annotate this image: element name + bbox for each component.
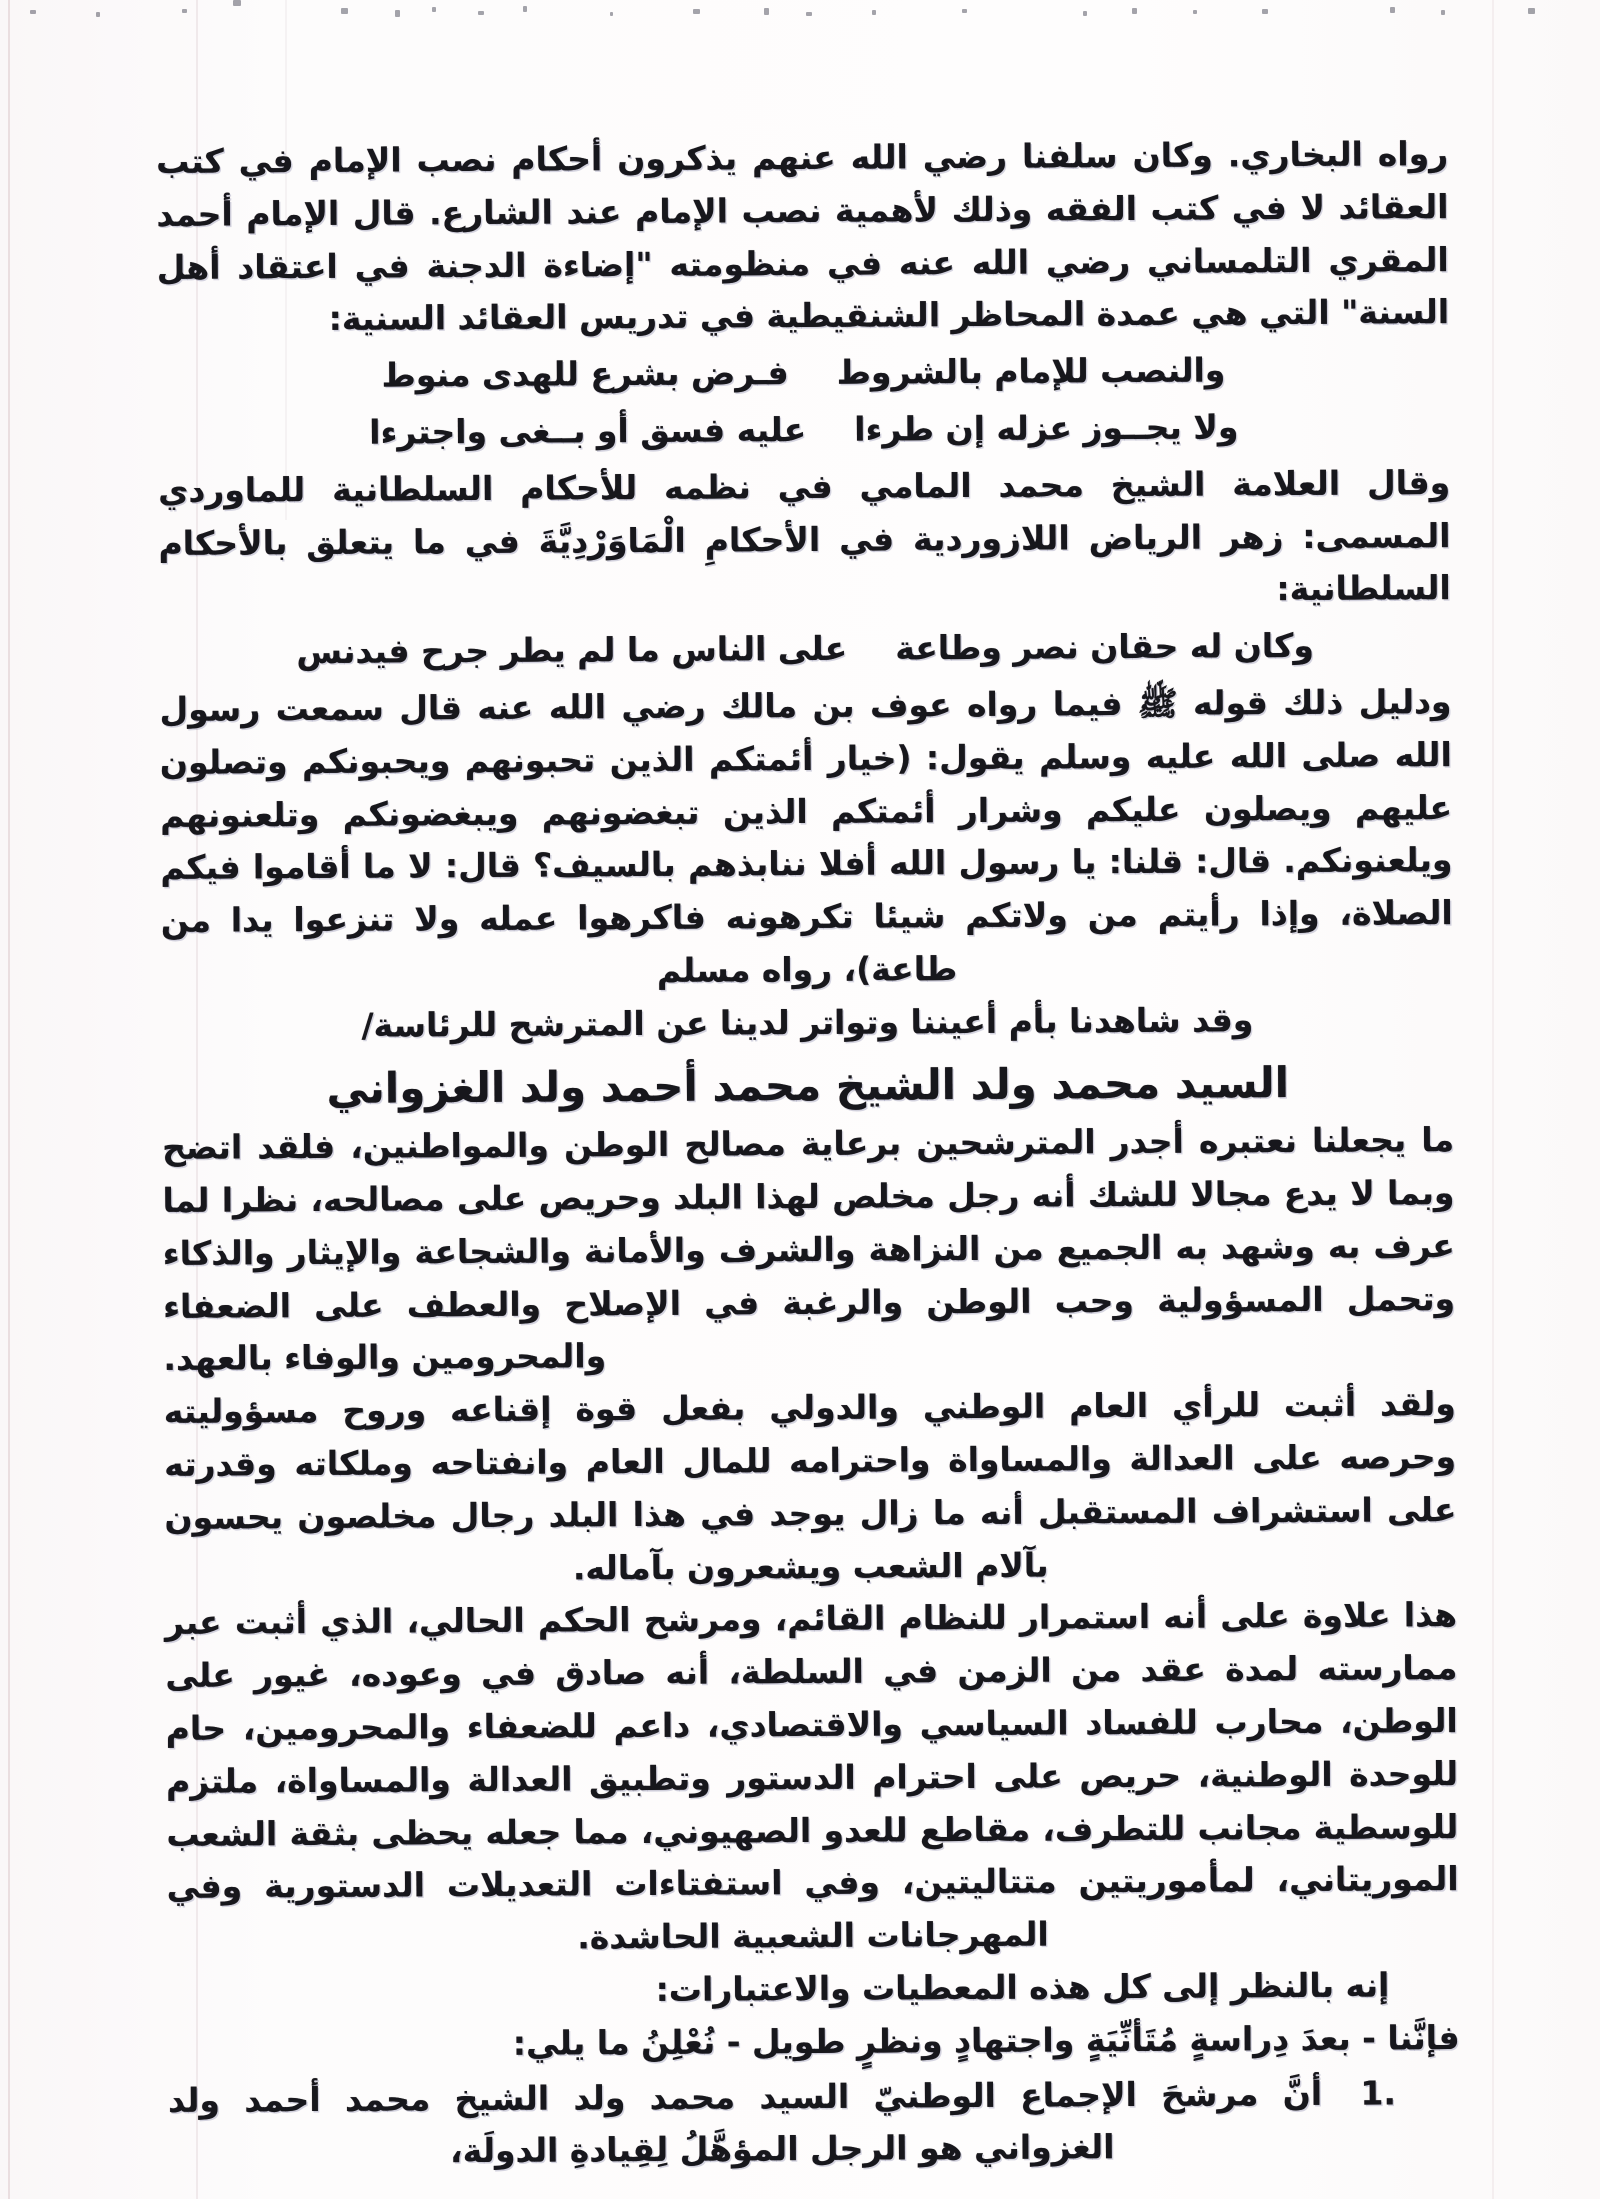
paragraph-intro-imamate: رواه البخاري. وكان سلفنا رضي الله عنهم يذكرون أحكام نصب الإمام في كتب العقائد لا في كتب الفقه وذلك لأهمية نصب الإمام عند الشارع. قال الإمام أحمد المقري التلمساني رضي الله عنه في منظومته "إضاءة الدجنة في اعتقاد أهل السنة" التي هي عمدة المحاظر الشنقيطية في تدريس العقائد السنية: — [156, 134, 1450, 339]
poetry-verse — [158, 400, 1450, 461]
document-body — [156, 128, 1460, 2180]
candidate-name-heading: السيد محمد ولد الشيخ محمد أحمد ولد الغزواني — [326, 1057, 1290, 1113]
item-text: أنَّ مرشحَ الإجماع الوطنيّ السيد محمد ولد الشيخ محمد أحمد ولد الغزواني هو الرجل المؤهَّلُ لِقِيادةِ الدولَة، — [167, 2073, 1323, 2171]
paragraph-candidate-qualities: ما يجعلنا نعتبره أجدر المترشحين برعاية مصالح الوطن والمواطنين، فلقد اتضح وبما لا يدع مجالا للشك أنه رجل مخلص لهذا البلد وحريص على مصالحه، نظرا لما عرف به وشهد به الجميع من النزاهة والشرف والأمانة والشجاعة والإيثار والذكاء وتحمل المسؤولية وحب الوطن والرغبة في الإصلاح والعطف على الضعفاء والمحرومين والوفاء بالعهد. — [162, 1120, 1456, 1379]
poetry-verse — [159, 619, 1451, 680]
poetry-verse — [157, 343, 1449, 404]
paragraph-public-opinion: ولقد أثبت للرأي العام الوطني والدولي بفعل قوة إقناعه وروح مسؤوليته وحرصه على العدالة والمساواة واحترامه للمال العام وانفتاحه وملكاته وقدرته على استشراف المستقبل أنه ما زال يوجد في هذا البلد رجال مخلصون يحسون بآلام الشعب ويشعرون بآماله. — [163, 1384, 1457, 1588]
line-considerations: إنه بالنظر إلى كل هذه المعطيات والاعتبارات: — [655, 1965, 1390, 2009]
paragraph-hadith: ودليل ذلك قوله ﷺ فيما رواه عوف بن مالك رضي الله عنه قال سمعت رسول الله صلى الله عليه وسلم يقول: (خيار أئمتكم الذين تحبونهم ويحبونكم وتصلون عليهم ويصلون عليكم وشرار أئمتكم الذين تبغضونهم ويبغضونكم وتلعنونهم ويلعنونكم. قال: قلنا: يا رسول الله أفلا ننابذهم بالسيف؟ قال: لا ما أقاموا فيكم الصلاة، وإذا رأيتم من ولاتكم شيئا تكرهونه فاكرهوا عمله ولا تنزعوا يدا من طاعة)، رواه مسلم — [159, 682, 1453, 990]
numbered-item-1 — [168, 2067, 1461, 2180]
verse-hemistich-right: ولا يجــوز عزله إن طرءا — [854, 407, 1239, 449]
paragraph-sheikh-mami: وقال العلامة الشيخ محمد المامي في نظمه للأحكام السلطانية للماوردي المسمى: زهر الرياض اللازوردية في الأحكامِ الْمَاوَرْدِيَّةَ في ما يتعلق بالأحكام السلطانية: — [158, 462, 1451, 609]
verse-hemistich-left: على الناس ما لم يطر جرح فيدنس — [296, 628, 848, 672]
line-witness-statement: وقد شاهدنا بأم أعيننا وتواتر لدينا عن المترشح للرئاسة/ — [361, 1000, 1254, 1045]
line-declaration-lead: فإنَّنا - بعدَ دِراسةٍ مُتَأنِّيَةٍ واجتهادٍ ونظرٍ طويل - نُعْلِنُ ما يلي: — [512, 2017, 1460, 2063]
verse-hemistich-right: والنصب للإمام بالشروط — [836, 350, 1226, 392]
verse-hemistich-left: عليه فسق أو بــغى واجترءا — [369, 409, 807, 452]
paragraph-regime-continuity: هذا علاوة على أنه استمرار للنظام القائم، ومرشح الحكم الحالي، الذي أثبت عبر ممارسته لمدة عقد من الزمن في السلطة، أنه صادق في وعوده، غيور على الوطن، محارب للفساد السياسي والاقتصادي، داعم للضعفاء والمحرومين، حام للوحدة الوطنية، حريص على احترام الدستور وتطبيق العدالة والمساواة، ملتزم للوسطية مجانب للتطرف، مقاطع للعدو الصهيوني، مما جعله يحظى بثقة الشعب الموريتاني، لمأموريتين متتاليتين، وفي استفتاءات التعديلات الدستورية وفي المهرجانات الشعبية الحاشدة. — [164, 1595, 1459, 1957]
item-number: 1. — [1360, 2072, 1397, 2113]
verse-hemistich-right: وكان له حقان نصر وطاعة — [895, 626, 1315, 668]
verse-hemistich-left: فـرض بشرع للهدى منوط — [381, 353, 789, 395]
